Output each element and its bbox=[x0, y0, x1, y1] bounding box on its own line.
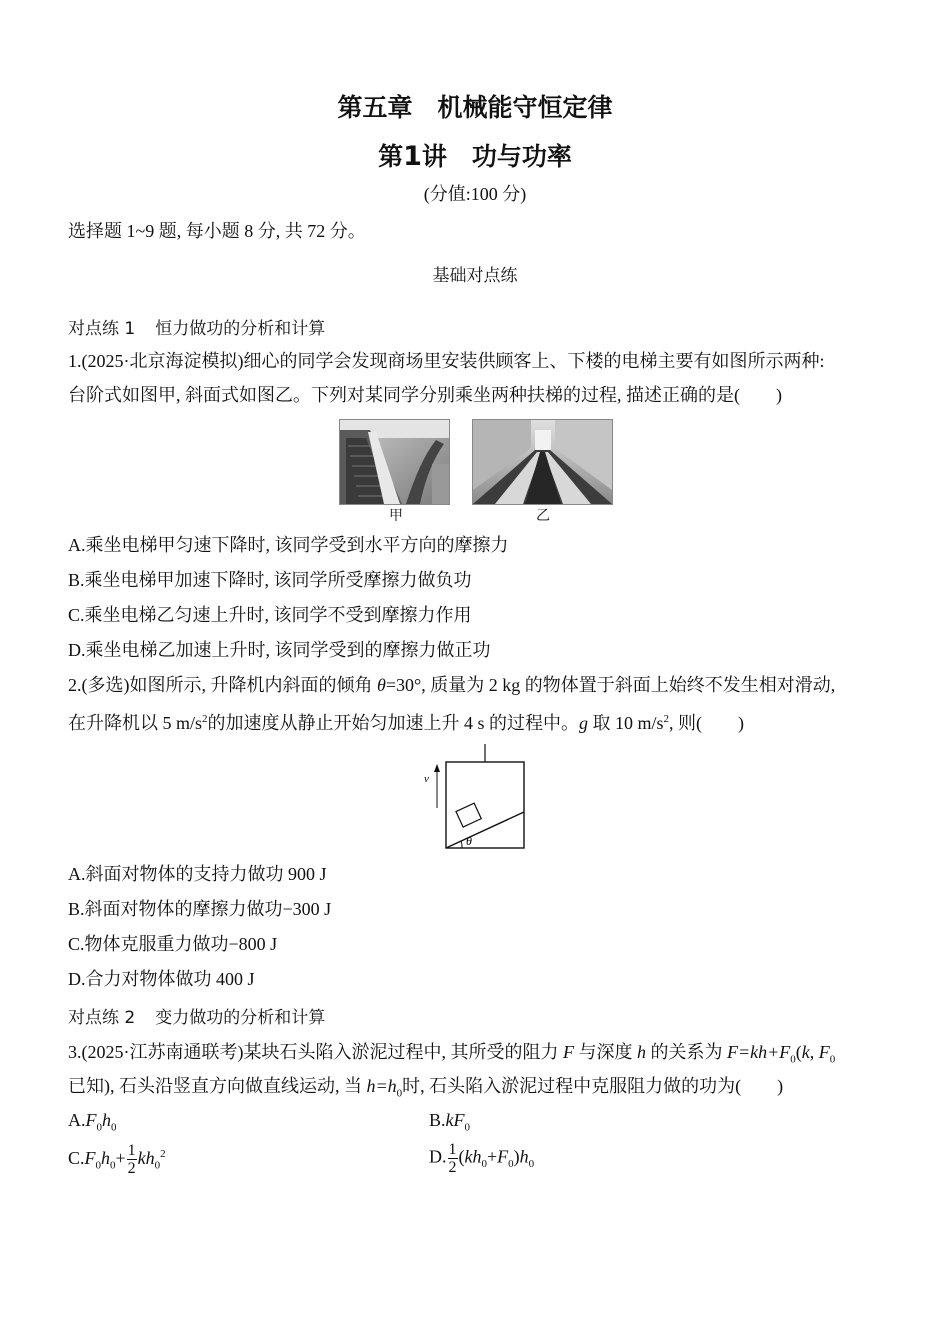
section-title: 基础对点练 bbox=[432, 266, 518, 286]
q1-option-a: A.乘坐电梯甲匀速下降时, 该同学受到水平方向的摩擦力 bbox=[68, 535, 509, 555]
fraction-one-half: $\frac{1}{2}$ bbox=[127, 1142, 136, 1178]
lecture-title-pre: 第 bbox=[378, 142, 404, 171]
practice-2-title: 变力做功的分析和计算 bbox=[155, 1008, 326, 1028]
practice-1-label: 对点练 1 bbox=[68, 319, 136, 339]
practice-2-heading bbox=[68, 1003, 325, 1028]
practice-2-label: 对点练 2 bbox=[68, 1008, 136, 1028]
lecture-title-post: 讲 功与功率 bbox=[421, 142, 572, 171]
chapter-title: 第五章 机械能守恒定律 bbox=[337, 93, 613, 122]
q3-option-a: $A.F_0h_0$ bbox=[68, 1110, 117, 1134]
score-note: (分值:100 分) bbox=[423, 184, 527, 204]
escalator-photo-a bbox=[339, 419, 450, 505]
q3-stem-line2: 已知), 石头沿竖直方向做直线运动, 当 $h=h_0$时, 石头陷入淤泥过程中克服阻力做的功为( ) bbox=[68, 1076, 784, 1100]
q1-option-b: B.乘坐电梯甲加速下降时, 该同学所受摩擦力做负功 bbox=[68, 570, 472, 590]
q1-stem-line1: 1.(2025·北京海淀模拟)细心的同学会发现商场里安装供顾客上、下楼的电梯主要有如图所示两种: bbox=[68, 351, 825, 371]
fraction-one-half: $\frac{1}{2}$ bbox=[448, 1141, 457, 1176]
q3-option-b: $B.kF_0$ bbox=[429, 1110, 470, 1134]
figure-label-a: 甲 bbox=[389, 509, 403, 524]
figure-label-b: 乙 bbox=[536, 509, 550, 524]
lecture-title bbox=[0, 137, 950, 173]
q1-option-d: D.乘坐电梯乙加速上升时, 该同学受到的摩擦力做正功 bbox=[68, 640, 491, 660]
q2-option-b: B.斜面对物体的摩擦力做功−300 J bbox=[68, 899, 332, 919]
q1-stem-line2: 台阶式如图甲, 斜面式如图乙。下列对某同学分别乘坐两种扶梯的过程, 描述正确的是( ) bbox=[68, 385, 782, 405]
q3-option-c: $C.F_0h_0+$ $\frac{1}{2}$ $kh_0^2$ bbox=[68, 1142, 166, 1178]
practice-1-heading bbox=[68, 314, 325, 339]
q3-option-d: D. $\frac{1}{2}$ $(kh_0+F_0)h_0$ bbox=[429, 1141, 535, 1176]
q2-stem-line1: 2.(多选)如图所示, 升降机内斜面的倾角 θ=30°, 质量为 2 kg 的物体置于斜面上始终不发生相对滑动, bbox=[68, 675, 836, 695]
practice-1-title: 恒力做功的分析和计算 bbox=[155, 319, 326, 339]
diagram-theta-label: θ bbox=[466, 834, 472, 848]
q3-stem-line1: 3.(2025·江苏南通联考)某块石头陷入淤泥过程中, 其所受的阻力 F 与深度 h 的关系为 $F=kh+F_0(k$, $F_0$ bbox=[68, 1042, 836, 1066]
q2-option-c: C.物体克服重力做功−800 J bbox=[68, 934, 278, 954]
q2-stem-line2: 在升降机以 5 $m/s^2$的加速度从静止开始匀加速上升 4 s 的过程中。g 取 10 $m/s^2$, 则( ) bbox=[68, 713, 745, 733]
travelator-photo-b bbox=[472, 419, 613, 505]
q2-option-d: D.合力对物体做功 400 J bbox=[68, 969, 255, 989]
lecture-number: 1 bbox=[403, 141, 422, 172]
q1-option-c: C.乘坐电梯乙匀速上升时, 该同学不受到摩擦力作用 bbox=[68, 605, 472, 625]
intro-text: 选择题 1~9 题, 每小题 8 分, 共 72 分。 bbox=[68, 221, 366, 241]
diagram-v-label: v bbox=[424, 773, 429, 785]
q2-option-a: A.斜面对物体的支持力做功 900 J bbox=[68, 864, 327, 884]
elevator-incline-diagram bbox=[390, 742, 535, 854]
